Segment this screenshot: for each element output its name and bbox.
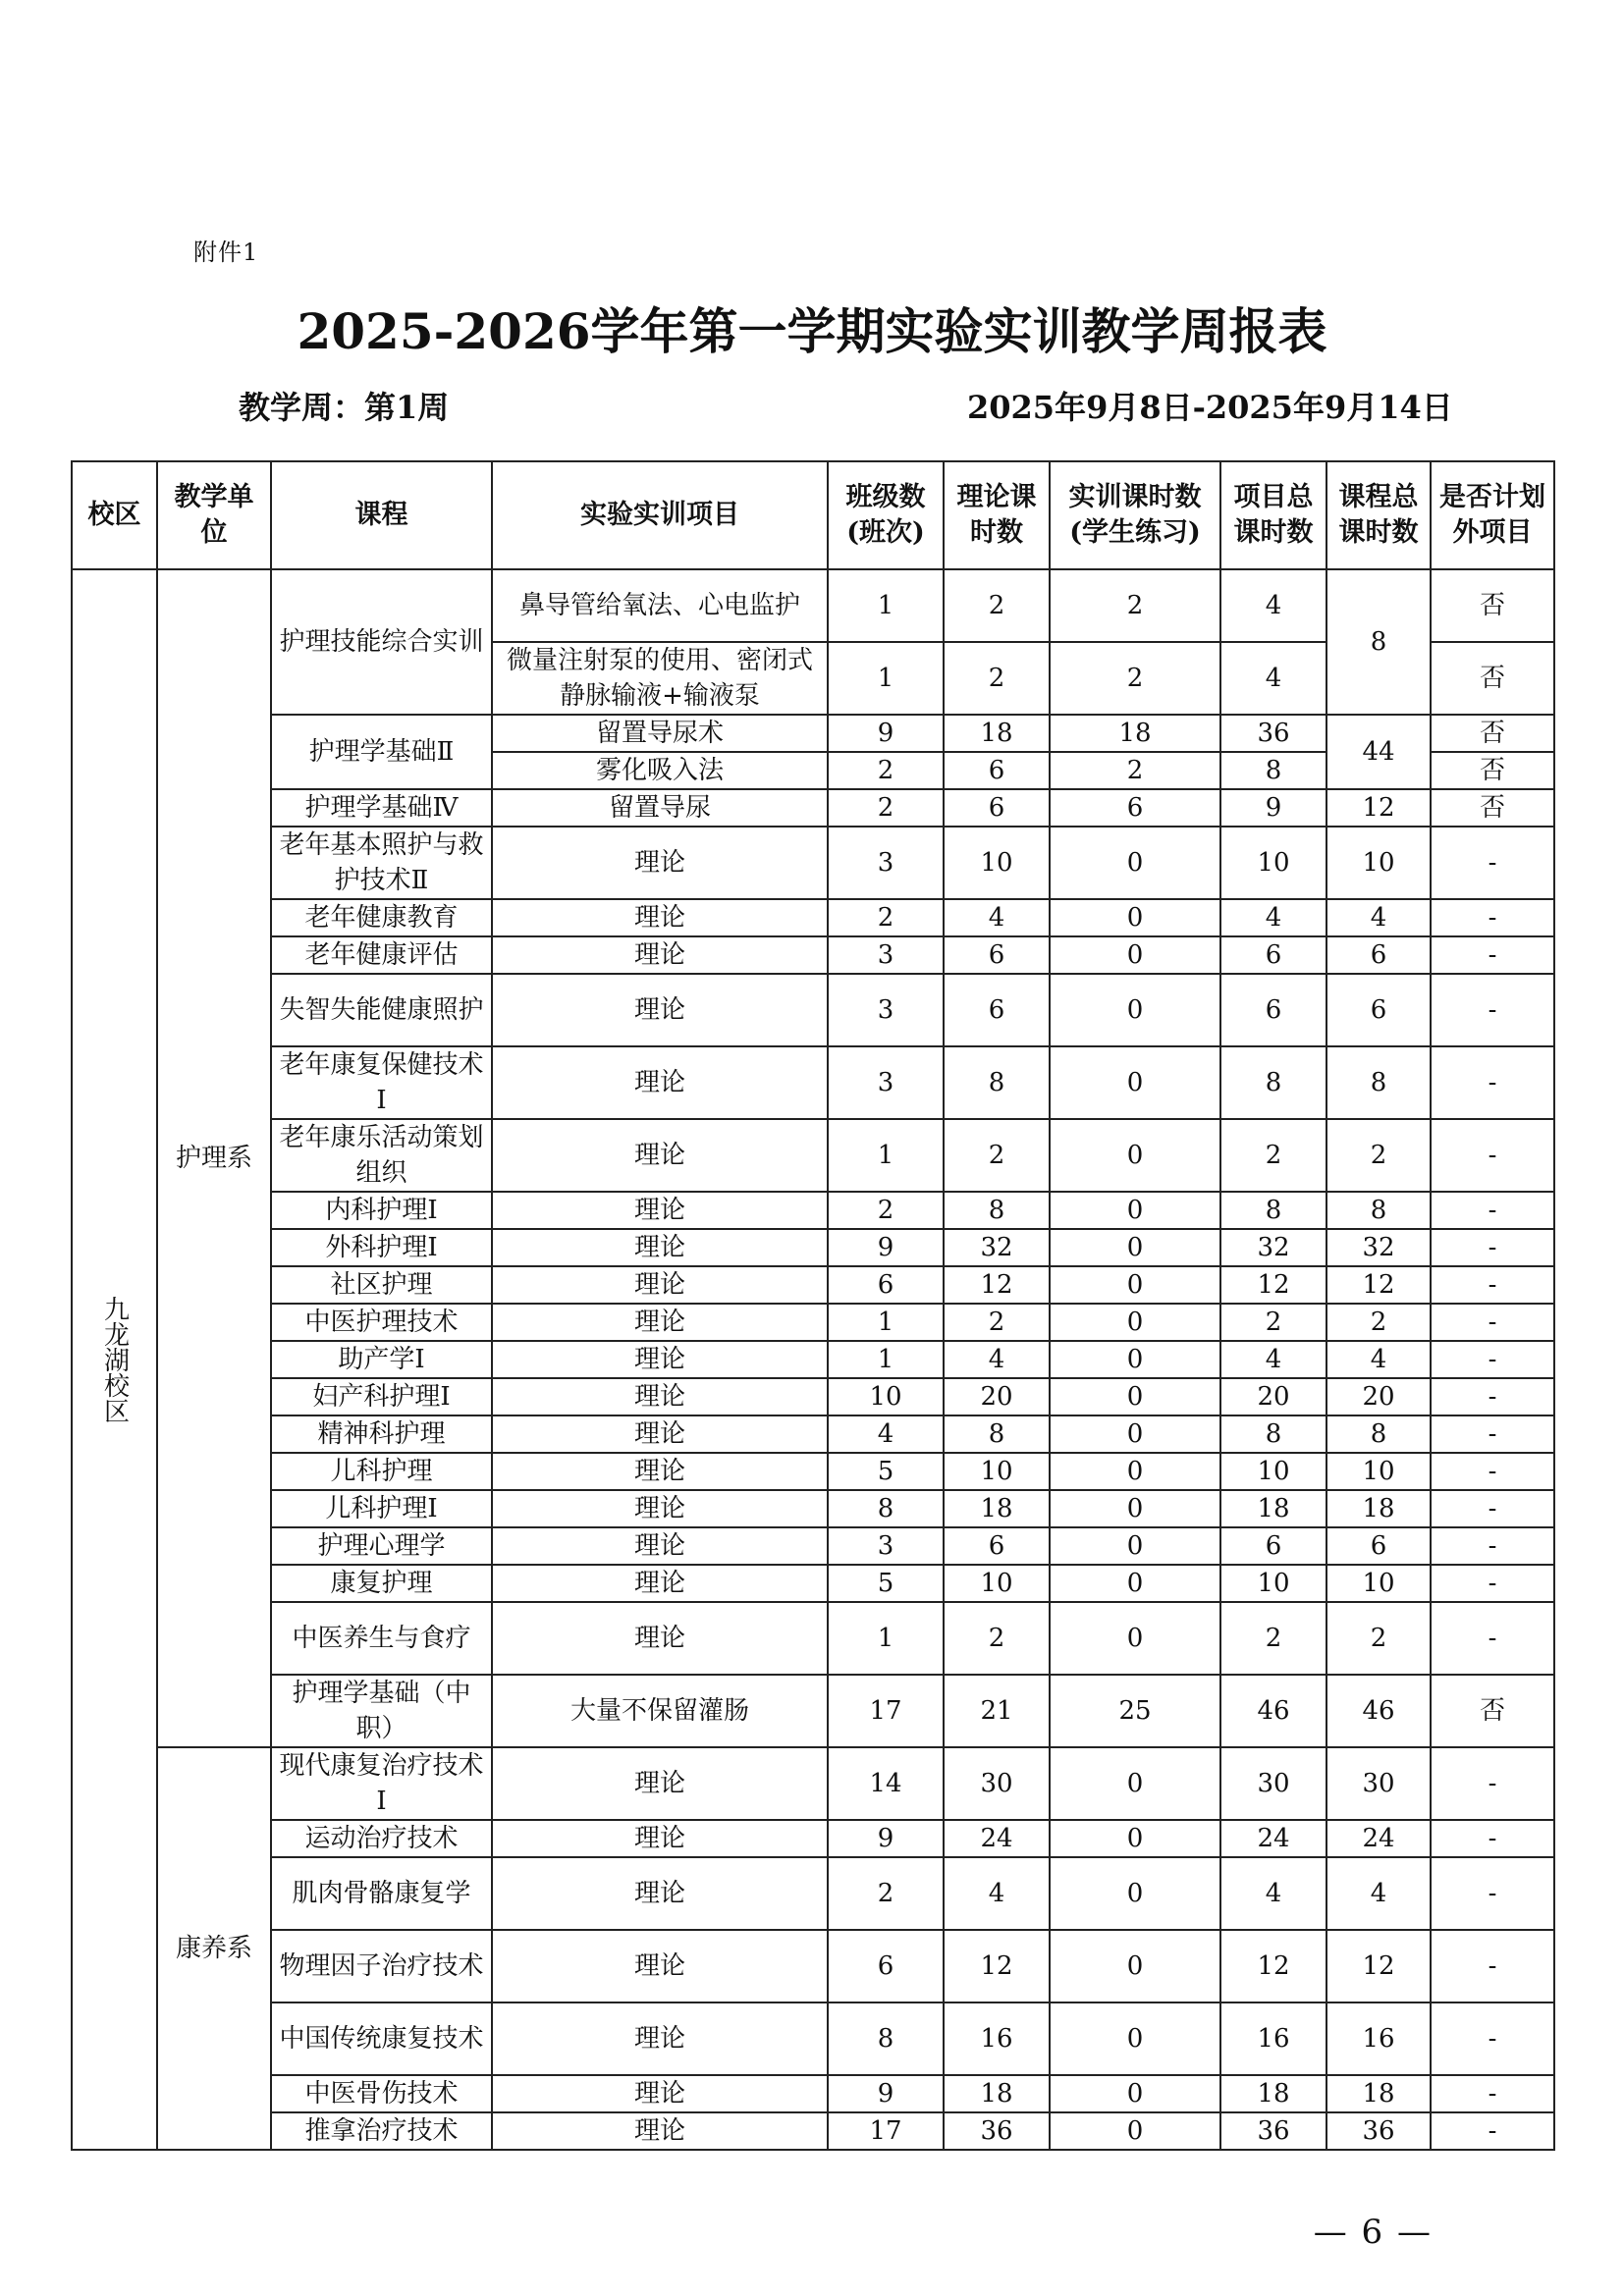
project-total-cell: 36: [1220, 2112, 1326, 2150]
project-name-cell: 理论: [492, 827, 828, 899]
theory-hours-cell: 4: [944, 899, 1050, 936]
course-total-cell: 6: [1326, 936, 1431, 974]
course-name-cell: 肌肉骨骼康复学: [271, 1857, 492, 1930]
theory-hours-cell: 30: [944, 1747, 1050, 1820]
practice-hours-cell: 0: [1050, 1046, 1220, 1119]
course-total-cell: 18: [1326, 1490, 1431, 1527]
theory-hours-cell: 8: [944, 1415, 1050, 1453]
practice-hours-cell: 0: [1050, 2002, 1220, 2075]
project-total-cell: 36: [1220, 715, 1326, 752]
table-row: [72, 827, 1554, 899]
table-row: [72, 2112, 1554, 2150]
classes-cell: 3: [828, 936, 944, 974]
practice-hours-cell: 0: [1050, 1820, 1220, 1857]
course-name-cell: 儿科护理Ⅰ: [271, 1490, 492, 1527]
header-campus: 校区: [72, 461, 157, 569]
table-row: [72, 789, 1554, 827]
project-name-cell: 理论: [492, 1229, 828, 1266]
classes-cell: 3: [828, 1527, 944, 1565]
project-total-cell: 10: [1220, 1453, 1326, 1490]
project-total-cell: 32: [1220, 1229, 1326, 1266]
course-total-cell: 8: [1326, 1192, 1431, 1229]
practice-hours-cell: 2: [1050, 642, 1220, 715]
project-name-cell: 留置导尿术: [492, 715, 828, 752]
practice-hours-cell: 18: [1050, 715, 1220, 752]
weekly-report-table: [71, 460, 1555, 2151]
course-name-cell: 助产学Ⅰ: [271, 1341, 492, 1378]
table-row: [72, 715, 1554, 752]
table-row: [72, 1341, 1554, 1378]
unplanned-cell: -: [1431, 2112, 1554, 2150]
classes-cell: 2: [828, 1192, 944, 1229]
table-row: [72, 1527, 1554, 1565]
header-practice-hours: 实训课时数(学生练习): [1050, 461, 1220, 569]
course-name-cell: 推拿治疗技术: [271, 2112, 492, 2150]
project-name-cell: 理论: [492, 1378, 828, 1415]
table-row: [72, 974, 1554, 1046]
project-total-cell: 6: [1220, 1527, 1326, 1565]
theory-hours-cell: 6: [944, 752, 1050, 789]
header-project-total: 项目总课时数: [1220, 461, 1326, 569]
classes-cell: 1: [828, 569, 944, 642]
course-name-cell: 护理学基础Ⅳ: [271, 789, 492, 827]
unplanned-cell: -: [1431, 1527, 1554, 1565]
practice-hours-cell: 0: [1050, 1747, 1220, 1820]
theory-hours-cell: 10: [944, 827, 1050, 899]
classes-cell: 4: [828, 1415, 944, 1453]
course-total-cell: 4: [1326, 1341, 1431, 1378]
unplanned-cell: -: [1431, 1565, 1554, 1602]
theory-hours-cell: 10: [944, 1453, 1050, 1490]
theory-hours-cell: 20: [944, 1378, 1050, 1415]
dept-cell: 康养系: [157, 1747, 271, 2150]
classes-cell: 17: [828, 1675, 944, 1747]
course-total-cell: 6: [1326, 974, 1431, 1046]
practice-hours-cell: 0: [1050, 1527, 1220, 1565]
classes-cell: 2: [828, 899, 944, 936]
practice-hours-cell: 25: [1050, 1675, 1220, 1747]
classes-cell: 3: [828, 1046, 944, 1119]
practice-hours-cell: 0: [1050, 1565, 1220, 1602]
project-total-cell: 4: [1220, 1341, 1326, 1378]
course-name-cell: 老年健康评估: [271, 936, 492, 974]
header-theory-hours: 理论课时数: [944, 461, 1050, 569]
table-row: [72, 1857, 1554, 1930]
header-classes: 班级数(班次): [828, 461, 944, 569]
course-total-cell: 2: [1326, 1304, 1431, 1341]
table-row: [72, 1675, 1554, 1747]
course-name-cell: 现代康复治疗技术Ⅰ: [271, 1747, 492, 1820]
project-total-cell: 6: [1220, 974, 1326, 1046]
classes-cell: 1: [828, 1304, 944, 1341]
table-row: [72, 1453, 1554, 1490]
course-total-cell: 16: [1326, 2002, 1431, 2075]
header-course-total: 课程总课时数: [1326, 461, 1431, 569]
course-name-cell: 外科护理Ⅰ: [271, 1229, 492, 1266]
campus-cell: 九龙湖校区: [72, 569, 157, 2150]
unplanned-cell: -: [1431, 1857, 1554, 1930]
course-name-cell: 护理学基础Ⅱ: [271, 715, 492, 789]
unplanned-cell: -: [1431, 899, 1554, 936]
practice-hours-cell: 6: [1050, 789, 1220, 827]
table-row: [72, 1046, 1554, 1119]
classes-cell: 2: [828, 752, 944, 789]
classes-cell: 1: [828, 642, 944, 715]
course-total-cell: 12: [1326, 1930, 1431, 2002]
unplanned-cell: -: [1431, 1602, 1554, 1675]
course-name-cell: 中医骨伤技术: [271, 2075, 492, 2112]
project-total-cell: 10: [1220, 1565, 1326, 1602]
project-total-cell: 16: [1220, 2002, 1326, 2075]
practice-hours-cell: 0: [1050, 1229, 1220, 1266]
course-name-cell: 康复护理: [271, 1565, 492, 1602]
table-row: [72, 1192, 1554, 1229]
practice-hours-cell: 0: [1050, 1304, 1220, 1341]
date-range: 2025年9月8日-2025年9月14日: [967, 389, 1453, 426]
theory-hours-cell: 12: [944, 1930, 1050, 2002]
project-total-cell: 12: [1220, 1266, 1326, 1304]
report-body: [72, 569, 1554, 2150]
course-name-cell: 老年基本照护与救护技术Ⅱ: [271, 827, 492, 899]
unplanned-cell: -: [1431, 1378, 1554, 1415]
unplanned-cell: -: [1431, 1046, 1554, 1119]
theory-hours-cell: 12: [944, 1266, 1050, 1304]
header-unplanned: 是否计划外项目: [1431, 461, 1554, 569]
course-name-cell: 社区护理: [271, 1266, 492, 1304]
theory-hours-cell: 2: [944, 1602, 1050, 1675]
unplanned-cell: -: [1431, 1192, 1554, 1229]
unplanned-cell: 否: [1431, 789, 1554, 827]
course-total-cell: 2: [1326, 1602, 1431, 1675]
table-row: [72, 1565, 1554, 1602]
course-total-cell: 44: [1326, 715, 1431, 789]
classes-cell: 5: [828, 1453, 944, 1490]
practice-hours-cell: 0: [1050, 2112, 1220, 2150]
unplanned-cell: -: [1431, 2002, 1554, 2075]
unplanned-cell: -: [1431, 1930, 1554, 2002]
project-name-cell: 理论: [492, 1527, 828, 1565]
classes-cell: 8: [828, 2002, 944, 2075]
unplanned-cell: 否: [1431, 715, 1554, 752]
project-total-cell: 18: [1220, 1490, 1326, 1527]
unplanned-cell: 否: [1431, 1675, 1554, 1747]
project-name-cell: 理论: [492, 1046, 828, 1119]
unplanned-cell: -: [1431, 1415, 1554, 1453]
project-total-cell: 8: [1220, 1192, 1326, 1229]
course-name-cell: 中医护理技术: [271, 1304, 492, 1341]
course-name-cell: 护理学基础（中职）: [271, 1675, 492, 1747]
theory-hours-cell: 16: [944, 2002, 1050, 2075]
project-total-cell: 4: [1220, 569, 1326, 642]
project-name-cell: 理论: [492, 1602, 828, 1675]
project-name-cell: 鼻导管给氧法、心电监护: [492, 569, 828, 642]
unplanned-cell: -: [1431, 1820, 1554, 1857]
course-total-cell: 10: [1326, 1453, 1431, 1490]
classes-cell: 3: [828, 974, 944, 1046]
course-name-cell: 护理技能综合实训: [271, 569, 492, 715]
project-name-cell: 理论: [492, 1119, 828, 1192]
practice-hours-cell: 0: [1050, 936, 1220, 974]
project-total-cell: 8: [1220, 1046, 1326, 1119]
unplanned-cell: -: [1431, 1119, 1554, 1192]
course-total-cell: 36: [1326, 2112, 1431, 2150]
course-total-cell: 24: [1326, 1820, 1431, 1857]
table-row: [72, 1930, 1554, 2002]
practice-hours-cell: 0: [1050, 827, 1220, 899]
table-row: [72, 1415, 1554, 1453]
project-name-cell: 理论: [492, 974, 828, 1046]
practice-hours-cell: 2: [1050, 752, 1220, 789]
project-name-cell: 大量不保留灌肠: [492, 1675, 828, 1747]
practice-hours-cell: 0: [1050, 974, 1220, 1046]
theory-hours-cell: 6: [944, 974, 1050, 1046]
classes-cell: 1: [828, 1119, 944, 1192]
project-total-cell: 46: [1220, 1675, 1326, 1747]
theory-hours-cell: 18: [944, 1490, 1050, 1527]
project-name-cell: 理论: [492, 1192, 828, 1229]
theory-hours-cell: 24: [944, 1820, 1050, 1857]
course-name-cell: 护理心理学: [271, 1527, 492, 1565]
course-name-cell: 运动治疗技术: [271, 1820, 492, 1857]
project-total-cell: 24: [1220, 1820, 1326, 1857]
project-name-cell: 理论: [492, 1565, 828, 1602]
project-name-cell: 理论: [492, 1930, 828, 2002]
unplanned-cell: -: [1431, 1490, 1554, 1527]
theory-hours-cell: 2: [944, 1304, 1050, 1341]
table-row: [72, 1378, 1554, 1415]
course-name-cell: 老年健康教育: [271, 899, 492, 936]
project-name-cell: 理论: [492, 1415, 828, 1453]
table-row: [72, 1304, 1554, 1341]
theory-hours-cell: 6: [944, 789, 1050, 827]
project-total-cell: 12: [1220, 1930, 1326, 2002]
table-row: [72, 1119, 1554, 1192]
course-total-cell: 12: [1326, 789, 1431, 827]
table-row: [72, 2075, 1554, 2112]
course-total-cell: 10: [1326, 1565, 1431, 1602]
course-total-cell: 6: [1326, 1527, 1431, 1565]
course-name-cell: 妇产科护理Ⅰ: [271, 1378, 492, 1415]
project-total-cell: 2: [1220, 1304, 1326, 1341]
table-row: [72, 936, 1554, 974]
project-name-cell: 雾化吸入法: [492, 752, 828, 789]
classes-cell: 10: [828, 1378, 944, 1415]
dept-cell: 护理系: [157, 569, 271, 1747]
classes-cell: 1: [828, 1341, 944, 1378]
table-row: [72, 2002, 1554, 2075]
course-total-cell: 8: [1326, 1415, 1431, 1453]
practice-hours-cell: 0: [1050, 1453, 1220, 1490]
practice-hours-cell: 0: [1050, 1378, 1220, 1415]
unplanned-cell: -: [1431, 1266, 1554, 1304]
course-total-cell: 4: [1326, 899, 1431, 936]
unplanned-cell: -: [1431, 1453, 1554, 1490]
practice-hours-cell: 0: [1050, 1192, 1220, 1229]
classes-cell: 9: [828, 715, 944, 752]
course-total-cell: 4: [1326, 1857, 1431, 1930]
practice-hours-cell: 0: [1050, 1119, 1220, 1192]
project-total-cell: 2: [1220, 1602, 1326, 1675]
course-total-cell: 20: [1326, 1378, 1431, 1415]
project-total-cell: 8: [1220, 752, 1326, 789]
practice-hours-cell: 0: [1050, 1602, 1220, 1675]
classes-cell: 14: [828, 1747, 944, 1820]
classes-cell: 3: [828, 827, 944, 899]
project-name-cell: 理论: [492, 1304, 828, 1341]
classes-cell: 2: [828, 789, 944, 827]
header-row: [72, 461, 1554, 569]
unplanned-cell: -: [1431, 1341, 1554, 1378]
project-name-cell: 理论: [492, 1453, 828, 1490]
theory-hours-cell: 8: [944, 1192, 1050, 1229]
theory-hours-cell: 6: [944, 936, 1050, 974]
course-total-cell: 30: [1326, 1747, 1431, 1820]
teaching-week: 教学周：第1周: [239, 389, 450, 426]
unplanned-cell: 否: [1431, 642, 1554, 715]
project-total-cell: 4: [1220, 642, 1326, 715]
table-row: [72, 1490, 1554, 1527]
project-name-cell: 理论: [492, 1747, 828, 1820]
practice-hours-cell: 0: [1050, 1266, 1220, 1304]
course-total-cell: 12: [1326, 1266, 1431, 1304]
practice-hours-cell: 0: [1050, 2075, 1220, 2112]
project-name-cell: 理论: [492, 2075, 828, 2112]
attachment-label: 附件1: [193, 239, 259, 266]
theory-hours-cell: 2: [944, 642, 1050, 715]
project-total-cell: 6: [1220, 936, 1326, 974]
unplanned-cell: 否: [1431, 752, 1554, 789]
project-total-cell: 4: [1220, 899, 1326, 936]
project-total-cell: 9: [1220, 789, 1326, 827]
project-total-cell: 4: [1220, 1857, 1326, 1930]
course-name-cell: 中国传统康复技术: [271, 2002, 492, 2075]
theory-hours-cell: 2: [944, 1119, 1050, 1192]
project-name-cell: 理论: [492, 899, 828, 936]
project-name-cell: 理论: [492, 1820, 828, 1857]
course-name-cell: 儿科护理: [271, 1453, 492, 1490]
practice-hours-cell: 2: [1050, 569, 1220, 642]
theory-hours-cell: 4: [944, 1857, 1050, 1930]
unplanned-cell: -: [1431, 936, 1554, 974]
theory-hours-cell: 18: [944, 715, 1050, 752]
table-row: [72, 1820, 1554, 1857]
unplanned-cell: -: [1431, 1229, 1554, 1266]
theory-hours-cell: 6: [944, 1527, 1050, 1565]
project-name-cell: 理论: [492, 1490, 828, 1527]
theory-hours-cell: 4: [944, 1341, 1050, 1378]
classes-cell: 17: [828, 2112, 944, 2150]
course-name-cell: 失智失能健康照护: [271, 974, 492, 1046]
table-row: [72, 899, 1554, 936]
table-row: [72, 1602, 1554, 1675]
project-name-cell: 理论: [492, 2002, 828, 2075]
course-name-cell: 老年康复保健技术Ⅰ: [271, 1046, 492, 1119]
classes-cell: 9: [828, 2075, 944, 2112]
course-total-cell: 8: [1326, 1046, 1431, 1119]
unplanned-cell: -: [1431, 1747, 1554, 1820]
course-total-cell: 18: [1326, 2075, 1431, 2112]
theory-hours-cell: 8: [944, 1046, 1050, 1119]
page-title: 2025-2026学年第一学期实验实训教学周报表: [297, 302, 1327, 360]
course-total-cell: 10: [1326, 827, 1431, 899]
header-course: 课程: [271, 461, 492, 569]
practice-hours-cell: 0: [1050, 1415, 1220, 1453]
course-name-cell: 老年康乐活动策划组织: [271, 1119, 492, 1192]
project-name-cell: 理论: [492, 2112, 828, 2150]
classes-cell: 8: [828, 1490, 944, 1527]
classes-cell: 2: [828, 1857, 944, 1930]
classes-cell: 5: [828, 1565, 944, 1602]
theory-hours-cell: 2: [944, 569, 1050, 642]
practice-hours-cell: 0: [1050, 1490, 1220, 1527]
project-total-cell: 10: [1220, 827, 1326, 899]
project-name-cell: 理论: [492, 1341, 828, 1378]
header-project: 实验实训项目: [492, 461, 828, 569]
table-row: [72, 569, 1554, 642]
unplanned-cell: -: [1431, 827, 1554, 899]
course-name-cell: 内科护理Ⅰ: [271, 1192, 492, 1229]
project-total-cell: 30: [1220, 1747, 1326, 1820]
theory-hours-cell: 18: [944, 2075, 1050, 2112]
course-name-cell: 精神科护理: [271, 1415, 492, 1453]
theory-hours-cell: 10: [944, 1565, 1050, 1602]
project-total-cell: 2: [1220, 1119, 1326, 1192]
classes-cell: 6: [828, 1930, 944, 2002]
course-total-cell: 32: [1326, 1229, 1431, 1266]
theory-hours-cell: 36: [944, 2112, 1050, 2150]
practice-hours-cell: 0: [1050, 1930, 1220, 2002]
table-row: [72, 1747, 1554, 1820]
classes-cell: 9: [828, 1820, 944, 1857]
unplanned-cell: -: [1431, 1304, 1554, 1341]
table-row: [72, 1266, 1554, 1304]
table-row: [72, 1229, 1554, 1266]
project-name-cell: 留置导尿: [492, 789, 828, 827]
project-total-cell: 8: [1220, 1415, 1326, 1453]
unplanned-cell: -: [1431, 2075, 1554, 2112]
practice-hours-cell: 0: [1050, 1857, 1220, 1930]
course-total-cell: 46: [1326, 1675, 1431, 1747]
classes-cell: 1: [828, 1602, 944, 1675]
practice-hours-cell: 0: [1050, 1341, 1220, 1378]
classes-cell: 9: [828, 1229, 944, 1266]
page-number: — 6 —: [1313, 2213, 1433, 2252]
theory-hours-cell: 21: [944, 1675, 1050, 1747]
practice-hours-cell: 0: [1050, 899, 1220, 936]
course-name-cell: 中医养生与食疗: [271, 1602, 492, 1675]
theory-hours-cell: 32: [944, 1229, 1050, 1266]
unplanned-cell: 否: [1431, 569, 1554, 642]
unplanned-cell: -: [1431, 974, 1554, 1046]
project-total-cell: 18: [1220, 2075, 1326, 2112]
header-dept: 教学单位: [157, 461, 271, 569]
project-total-cell: 20: [1220, 1378, 1326, 1415]
project-name-cell: 微量注射泵的使用、密闭式静脉输液+输液泵: [492, 642, 828, 715]
project-name-cell: 理论: [492, 936, 828, 974]
course-name-cell: 物理因子治疗技术: [271, 1930, 492, 2002]
project-name-cell: 理论: [492, 1857, 828, 1930]
course-total-cell: 8: [1326, 569, 1431, 715]
classes-cell: 6: [828, 1266, 944, 1304]
project-name-cell: 理论: [492, 1266, 828, 1304]
course-total-cell: 2: [1326, 1119, 1431, 1192]
